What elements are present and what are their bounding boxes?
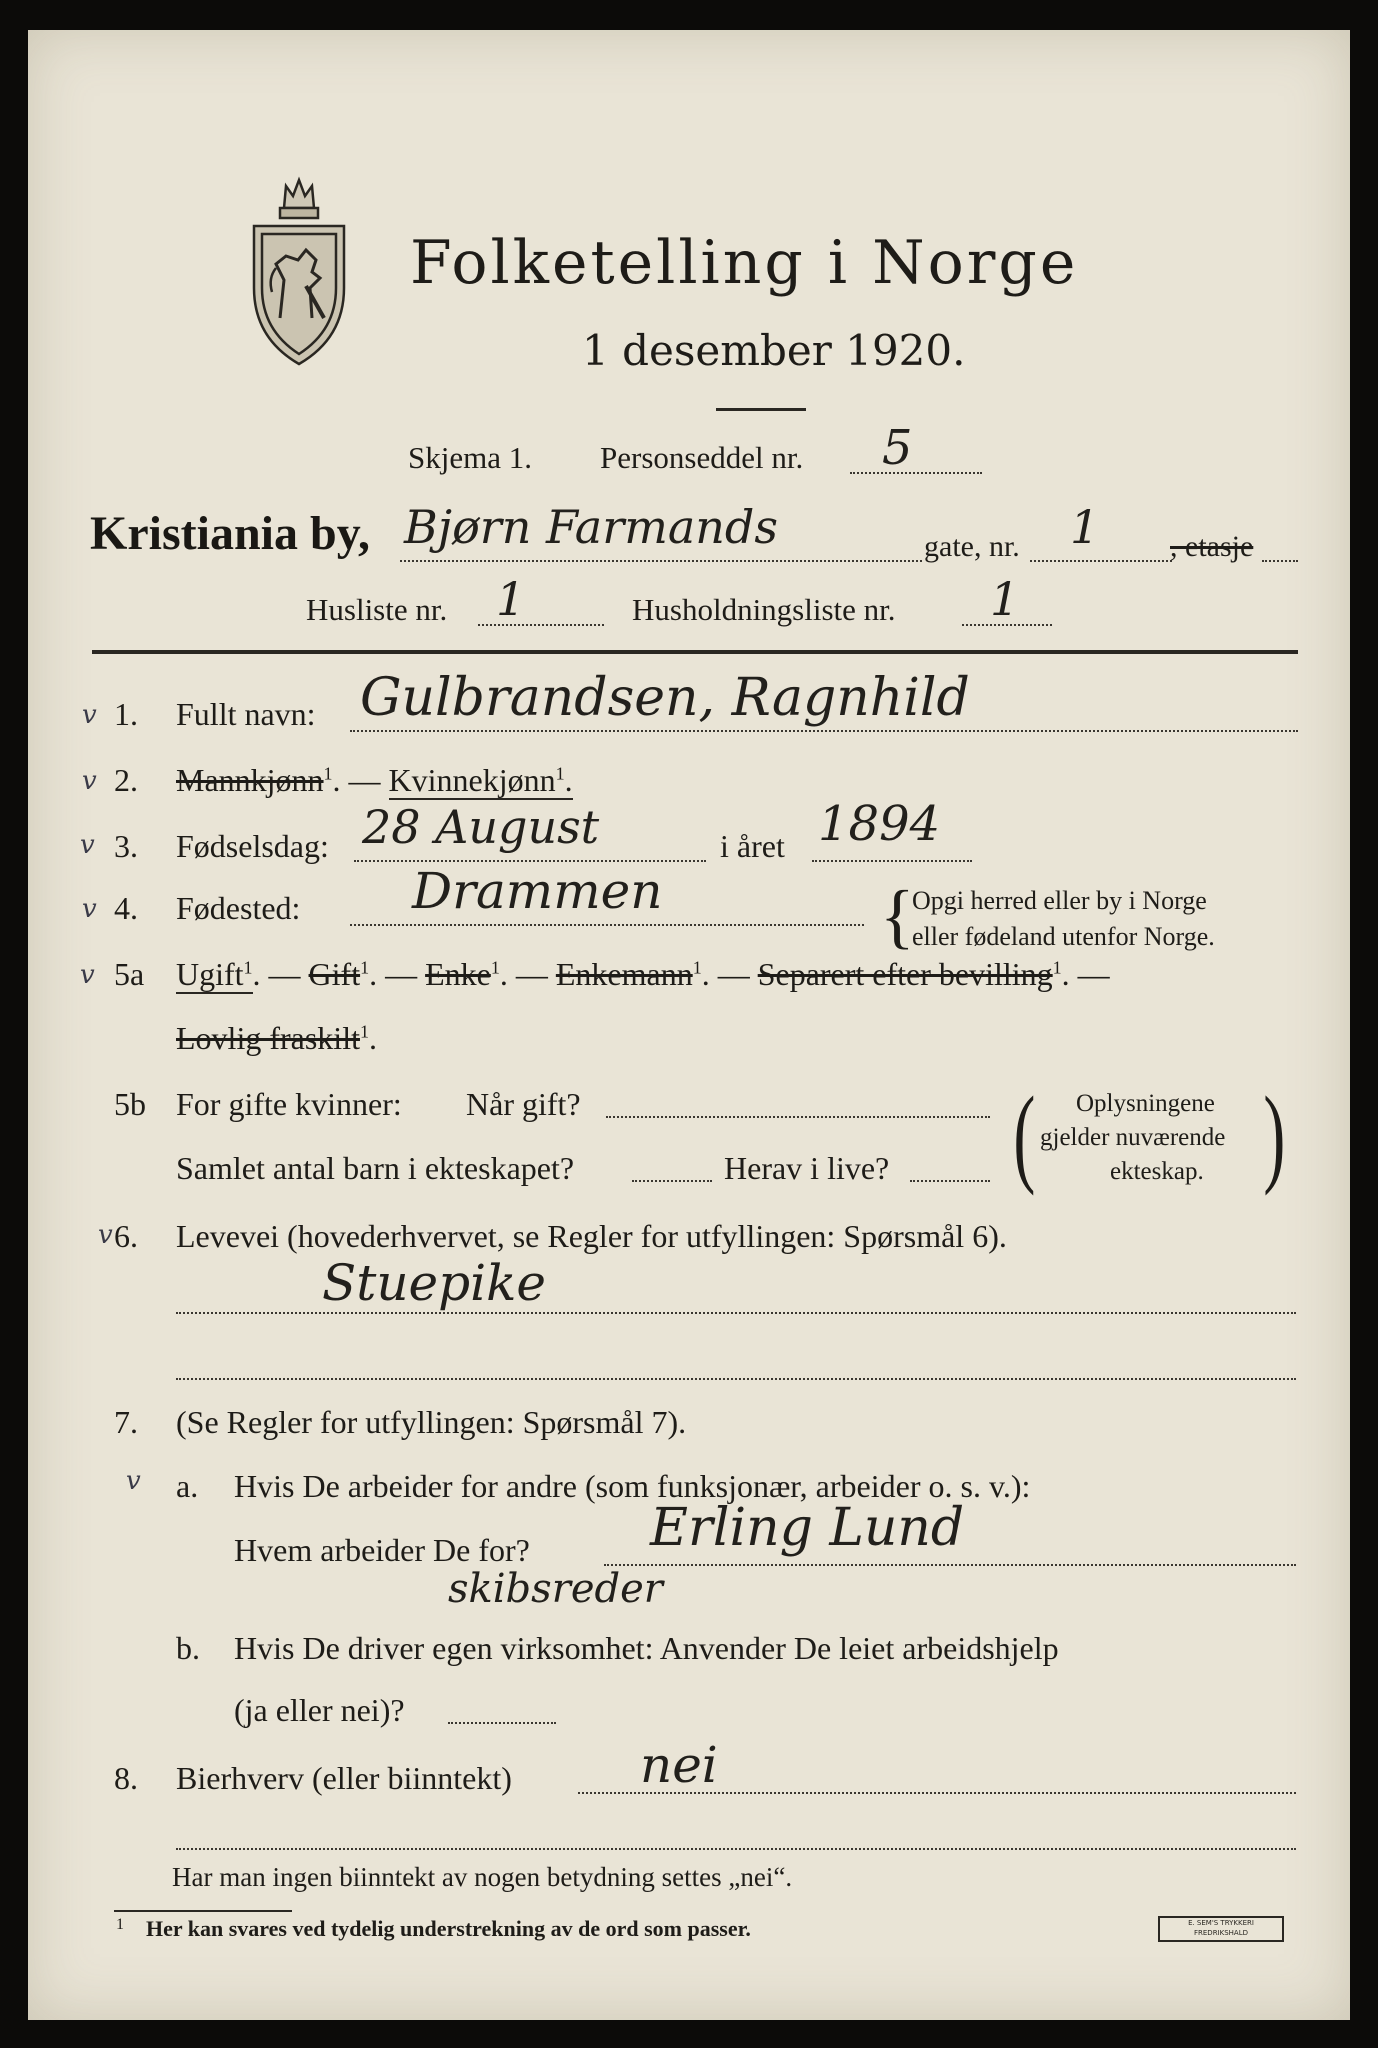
q1-line [350, 730, 1298, 732]
norwegian-coat-of-arms-icon [246, 168, 352, 368]
option-end: . [564, 762, 573, 798]
employer-line [604, 1564, 1296, 1566]
husholdning-label: Husholdningsliste nr. [632, 592, 896, 627]
q3-number: 3. [114, 828, 138, 864]
q4-number: 4. [114, 890, 138, 926]
option-end: . [368, 1020, 377, 1056]
gift-option: Gift [308, 956, 361, 992]
enkemann-option: Enkemann [555, 956, 693, 992]
mannkjonn-option: Mannkjønn [176, 762, 324, 798]
gate-number-line [1030, 560, 1172, 562]
gate-label: gate, nr. [924, 530, 1020, 563]
gifte-kvinner-label: For gifte kvinner: [176, 1086, 402, 1122]
footnote-text: Her kan svares ved tydelig understrekning av de ord som passer. [146, 1916, 751, 1941]
check-mark: v [80, 830, 95, 860]
footnote-ref: 1 [243, 957, 253, 978]
street-line [400, 560, 922, 562]
birthday-value: 28 August [362, 800, 600, 854]
street-value: Bjørn Farmands [404, 500, 778, 554]
oplysning-note-2: gjelder nuværende [1040, 1124, 1226, 1151]
check-mark: v [82, 766, 97, 796]
herav-line [910, 1180, 990, 1182]
option-separator: . — [369, 956, 418, 992]
check-mark: v [82, 700, 97, 730]
check-mark: v [82, 894, 97, 924]
fraskilt-line [176, 1020, 377, 1057]
check-mark: v [126, 1466, 141, 1496]
birthplace-note-1: Opgi herred eller by i Norge [912, 886, 1207, 915]
ugift-text: Ugift [176, 956, 244, 992]
q7-number: 7. [114, 1404, 138, 1440]
naar-gift-label: Når gift? [466, 1086, 581, 1122]
samlet-barn-label: Samlet antal barn i ekteskapet? [176, 1150, 575, 1186]
census-date: 1 desember 1920. [582, 326, 966, 375]
footnote-ref: 1 [360, 957, 370, 978]
q7a-line-1: Hvis De arbeider for andre (som funksjonær, arbeider o. s. v.): [234, 1468, 1031, 1504]
personseddel-line [850, 472, 982, 474]
occupation-line-1 [176, 1312, 1296, 1314]
printer-stamp: E. SEM'S TRYKKERI FREDRIKSHALD [1158, 1916, 1284, 1942]
q5a-number: 5a [114, 956, 145, 992]
footnote-rule [114, 1910, 292, 1912]
skjema-label: Skjema 1. [408, 440, 532, 475]
option-separator: . — [499, 956, 548, 992]
etasje-label: , etasje [1170, 530, 1254, 563]
q7b-line-2: (ja eller nei)? [234, 1692, 405, 1728]
birthplace-value: Drammen [412, 862, 663, 920]
year-line [812, 860, 972, 862]
oplysning-note-3: ekteskap. [1110, 1158, 1204, 1185]
naar-gift-line [606, 1116, 990, 1118]
option-separator: . — [701, 956, 750, 992]
q2-number: 2. [114, 762, 138, 798]
q1-label: Fullt navn: [176, 696, 316, 732]
kvinnekjonn-text: Kvinnekjønn [388, 762, 556, 798]
q6-label: Levevei (hovederhvervet, se Regler for utfyllingen: Spørsmål 6). [176, 1218, 1007, 1254]
q2-gender-line [176, 762, 573, 799]
q6-number: 6. [114, 1218, 138, 1254]
enke-option: Enke [425, 956, 491, 992]
q1-number: 1. [114, 696, 138, 732]
full-name-value: Gulbrandsen, Ragnhild [360, 668, 970, 728]
q8-number: 8. [114, 1760, 138, 1796]
note-brace: { [880, 876, 915, 956]
husholdning-value: 1 [990, 572, 1020, 626]
gate-number-value: 1 [1070, 500, 1100, 554]
option-separator: . — [1061, 956, 1110, 992]
employer-title-value: skibsreder [448, 1566, 663, 1612]
footnote-ref: 1 [359, 1021, 369, 1042]
footnote-ref: 1 [555, 763, 565, 784]
q7a-line-2: Hvem arbeider De for? [234, 1532, 530, 1568]
q7-label: (Se Regler for utfyllingen: Spørsmål 7). [176, 1404, 687, 1440]
kvinnekjonn-option [389, 762, 573, 800]
city-label: Kristiania by, [90, 507, 371, 560]
marital-status-line [176, 956, 1110, 993]
employer-value: Erling Lund [650, 1498, 965, 1558]
check-mark: v [80, 960, 95, 990]
footer-note: Har man ingen biinntekt av nogen betydning settes „nei“. [172, 1862, 793, 1892]
occupation-line-2 [176, 1378, 1296, 1380]
personseddel-label: Personseddel nr. [600, 440, 804, 475]
option-separator: . — [332, 762, 389, 798]
footnote-mark: 1 [116, 1916, 124, 1933]
footnote-ref: 1 [490, 957, 500, 978]
title-divider [716, 408, 806, 411]
samlet-barn-line [632, 1180, 712, 1182]
separert-option: Separert efter bevilling [757, 956, 1053, 992]
extra-line [176, 1848, 1296, 1850]
personseddel-value: 5 [882, 420, 913, 476]
birth-year-value: 1894 [818, 796, 941, 852]
q4-label: Fødested: [176, 890, 301, 926]
q7b-line-1: Hvis De driver egen virksomhet: Anvender De leiet arbeidshjelp [234, 1630, 1059, 1666]
q5b-number: 5b [114, 1086, 146, 1122]
occupation-value: Stuepike [322, 1254, 547, 1312]
note-brace: ( [1013, 1074, 1036, 1196]
lovlig-fraskilt-option: Lovlig fraskilt [176, 1020, 360, 1056]
header-rule [92, 650, 1298, 654]
form-title: Folketelling i Norge [410, 228, 1079, 298]
q8-label: Bierhverv (eller biinntekt) [176, 1760, 512, 1796]
footnote-ref: 1 [692, 957, 702, 978]
hired-help-line [448, 1722, 556, 1724]
check-mark: v [98, 1220, 113, 1250]
etasje-line [1262, 560, 1298, 562]
q3-label: Fødselsdag: [176, 828, 329, 864]
side-income-value: nei [640, 1736, 718, 1794]
husliste-label: Husliste nr. [306, 592, 448, 627]
footnote-ref: 1 [1052, 957, 1062, 978]
q7a-number: a. [176, 1468, 199, 1504]
ugift-option [176, 956, 253, 994]
herav-label: Herav i live? [724, 1150, 890, 1186]
footnote-ref: 1 [323, 763, 333, 784]
q7b-number: b. [176, 1630, 200, 1666]
birthplace-note-2: eller fødeland utenfor Norge. [912, 922, 1215, 951]
option-separator: . — [252, 956, 301, 992]
note-brace: ) [1263, 1074, 1286, 1196]
oplysning-note-1: Oplysningene [1076, 1090, 1215, 1117]
husliste-value: 1 [496, 572, 526, 626]
birthplace-line [350, 924, 864, 926]
year-label: i året [720, 828, 785, 864]
